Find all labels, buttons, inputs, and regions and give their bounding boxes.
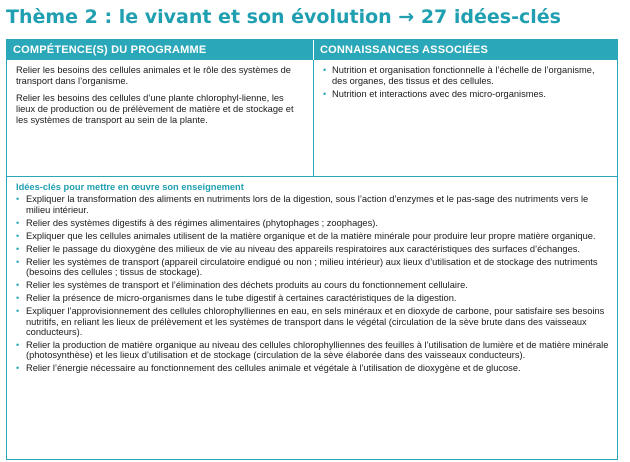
idea-text: Relier le passage du dioxygène des milieux de vie au niveau des appareils respiratoires aux caractéristiques des surfaces d’échanges.: [26, 243, 580, 254]
bullet-icon: •: [16, 194, 20, 205]
connaissance-text: Nutrition et interactions avec des micro-organismes.: [332, 89, 546, 99]
list-item: [323, 65, 609, 87]
competence-text: Relier les besoins des cellules animales et le rôle des systèmes de transport dans l’organisme.: [16, 65, 291, 86]
connaissances-cell: [314, 60, 617, 176]
bullet-icon: •: [323, 89, 327, 99]
ideas-heading: Idées-clés pour mettre en œuvre son enseignement: [16, 182, 244, 192]
list-item: [16, 257, 609, 278]
page-title: Thème 2 : le vivant et son évolution → 27 idées-clés: [6, 6, 561, 28]
list-item: [16, 218, 609, 228]
idea-text: Relier les systèmes de transport (appareil circulatoire endigué ou non ; milieu intérieur) aux lieux d’utilisation et de stockage des nutriments (besoins des cellules ; tissus de stockage).: [26, 256, 598, 278]
bullet-icon: •: [16, 280, 20, 291]
idea-text: Relier la présence de micro-organismes dans le tube digestif à certaines caractéristiques de la digestion.: [26, 293, 457, 304]
list-item: [16, 194, 609, 215]
bullet-icon: •: [16, 243, 20, 254]
header-connaissances: CONNAISSANCES ASSOCIÉES: [320, 44, 488, 56]
ideas-cell: [7, 177, 617, 374]
list-item: [323, 89, 609, 100]
list-item: [16, 340, 609, 361]
list-item: [16, 231, 609, 241]
header-competences: COMPÉTENCE(S) DU PROGRAMME: [7, 40, 314, 60]
table-top-row: [7, 60, 617, 177]
idea-text: Expliquer l’approvisionnement des cellules chlorophylliennes en eau, en sels minéraux et en dioxyde de carbone, pour satisfaire ses besoins nutritifs, en reliant les lieux de prélèvement et les systèmes de transport dans le végétal (circulation de la sève brute dans des vaisseaux conducteurs).: [26, 306, 605, 338]
competence-text: Relier les besoins des cellules d’une plante chlorophyl-lienne, les lieux de production ou de prélèvement de matière et de stockage et les systèmes de transport au sein de la plante.: [16, 93, 294, 125]
list-item: [16, 363, 609, 373]
bullet-icon: •: [323, 65, 327, 75]
list-item: [16, 244, 609, 254]
bullet-icon: •: [16, 256, 20, 267]
idea-text: Relier les systèmes de transport et l’élimination des déchets produits au cours du fonctionnement cellulaire.: [26, 280, 468, 291]
connaissance-text: Nutrition et organisation fonctionnelle à l’échelle de l’organisme, des organes, des tissus et des cellules.: [332, 65, 595, 86]
idea-text: Relier des systèmes digestifs à des régimes alimentaires (phytophages ; zoophages).: [26, 217, 378, 228]
bullet-icon: •: [16, 363, 20, 374]
list-item: [16, 306, 609, 337]
idea-text: Relier l’énergie nécessaire au fonctionnement des cellules animale et végétale à l’utilisation de dioxygène et de glucose.: [26, 363, 521, 374]
list-item: [16, 293, 609, 303]
bullet-icon: •: [16, 230, 20, 241]
idea-text: Relier la production de matière organique au niveau des cellules chlorophylliennes des feuilles à l’utilisation de lumière et de matière minérale (photosynthèse) et les lieux d’utilisation et de stockage (circulation de la sève élaborée dans des vaisseaux conducteurs).: [26, 340, 609, 361]
table-header: [7, 40, 617, 60]
bullet-icon: •: [16, 217, 20, 228]
idea-text: Expliquer la transformation des aliments en nutriments lors de la digestion, sous l’action d’enzymes et le pas-sage des nutriments vers le milieu intérieur.: [26, 194, 589, 215]
list-item: [16, 280, 609, 290]
idea-text: Expliquer que les cellules animales utilisent de la matière organique et de la matière minérale pour produire leur propre matière organique.: [26, 230, 596, 241]
competences-cell: [7, 60, 314, 176]
bullet-icon: •: [16, 293, 20, 304]
program-table: [6, 39, 618, 460]
bullet-icon: •: [16, 340, 20, 351]
bullet-icon: •: [16, 306, 20, 317]
